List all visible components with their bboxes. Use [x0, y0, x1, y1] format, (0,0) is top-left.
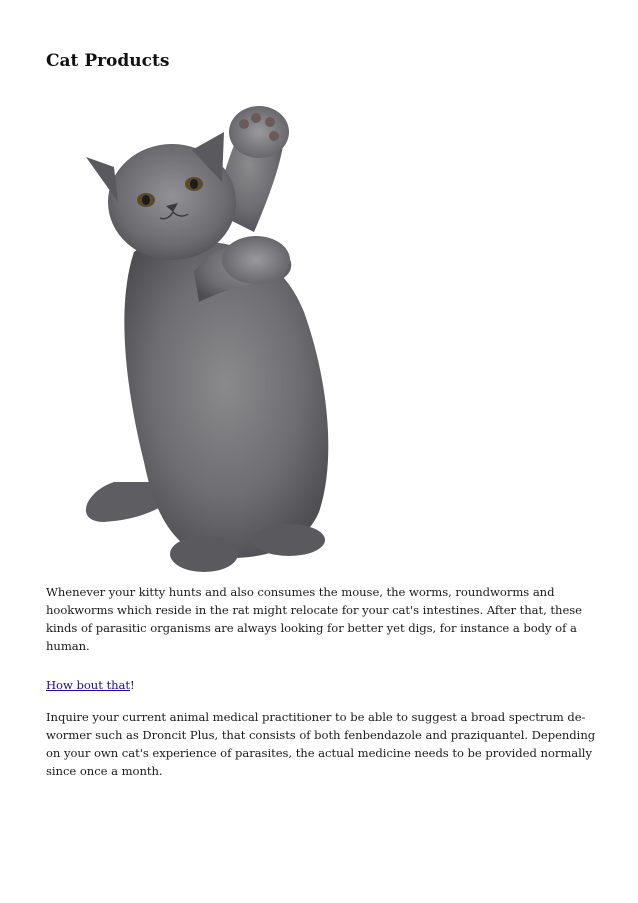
kitten-photo [74, 102, 350, 582]
link-paragraph [46, 676, 606, 694]
paragraph-dewormer: Inquire your current animal medical practitioner to be able to suggest a broad spectrum de-wormer such as Droncit Plus, that consists of both fenbendazole and praziquantel. Depending on your own cat's experience of parasites, the actual medicine needs to be provided normally since once a month. [46, 710, 596, 778]
paragraph-parasites: Whenever your kitty hunts and also consumes the mouse, the worms, roundworms and hookworms which reside in the rat might relocate for your cat's intestines. After that, these kinds of parasitic organisms are always looking for better yet digs, for instance a body of a human. [46, 585, 582, 653]
how-bout-that-link[interactable]: How bout that [46, 678, 130, 692]
page-title: Cat Products [46, 51, 170, 71]
link-suffix: ! [129, 678, 135, 692]
